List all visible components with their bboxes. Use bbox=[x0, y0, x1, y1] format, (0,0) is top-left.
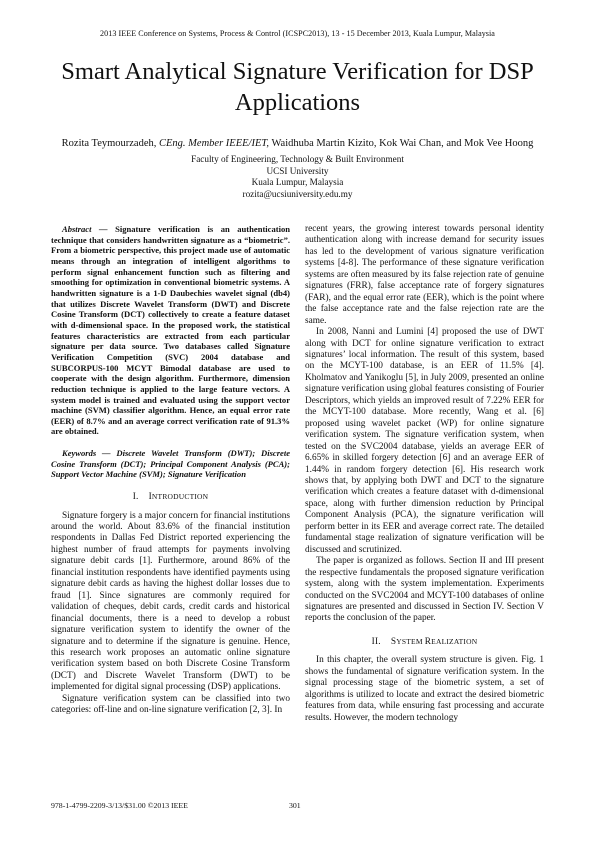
section-title-rest: YSTEM bbox=[396, 636, 425, 646]
title-line-2: Applications bbox=[234, 89, 361, 116]
conference-header: 2013 IEEE Conference on Systems, Process & Control (ICSPC2013), 13 - 15 December 2013, Kuala Lumpur, Malaysia bbox=[100, 29, 495, 38]
author-first: Rozita Teymourzadeh, bbox=[61, 138, 157, 149]
section-heading-system-realization bbox=[305, 636, 544, 648]
abstract-text: Signature verification is an authentication technique that considers handwritten signature as a “biometric”. From a biometric perspective, this project made use of automatic means through an integration of intelligent algorithms to perform signal enhancement function such as filtering and smoothing for optimization in conventional biometric systems. A handwritten signature is a 1-D Daubechies wavelet signal (db4) that utilizes Discrete Wavelet Transform (DWT) and Discrete Cosine Transform (DCT) collectively to create a feature dataset with d-dimensional space. In the proposed work, the statistical features characteristics are extracted from each particular signature per data source. Two databases called Signature Verification Competition (SVC) 2004 database and SUBCORPUS-100 MCYT Bimodal database are used to cooperate with the design algorithm. Furthermore, dimension reduction technique is applied to the large feature vectors. A system model is trained and evaluated using the support vector machine (SVM) classifier algorithm. Hence, an equal error rate (EER) of 8.7% and an average correct verification rate of 91.3% are obtained. bbox=[51, 224, 290, 437]
intro-paragraph-5: The paper is organized as follows. Section II and III present the respective fundamentals the proposed signature verification system, along with the system implementation. Experiments conducted on the SVC2004 and MCYT-100 databases of online signatures are presented and discussed in Section IV. Section V reports the conclusion of the paper. bbox=[305, 556, 544, 624]
footer-isbn: 978-1-4799-2209-3/13/$31.00 ©2013 IEEE bbox=[51, 801, 188, 810]
affiliation bbox=[0, 154, 595, 201]
page-number: 301 bbox=[289, 801, 301, 810]
section-title-rest-2: EALIZATION bbox=[431, 636, 478, 646]
affiliation-faculty: Faculty of Engineering, Technology & Built Environment bbox=[191, 154, 404, 164]
intro-paragraph-3: recent years, the growing interest towards personal identity authentication along with increase demand for security issues has led to the development of various signature verification systems [4-8]. The performance of these signature verification systems are often measured by its false rejection rate of genuine signatures (FRR), false acceptance rate of forgery signatures (FAR), and the equal error rate (EER), which is the point where the false acceptance rate and the false rejection rate are the same. bbox=[305, 224, 544, 326]
system-paragraph-1: In this chapter, the overall system structure is given. Fig. 1 shows the fundamental of signature verification system. In the signal processing stage of the biometric system, a set of algorithms is utilized to locate and extract the desired biometric features from data, while ensuring fast processing and accurate results. However, the modern technology bbox=[305, 655, 544, 723]
keywords-text: Discrete Wavelet Transform (DWT); Discrete Cosine Transform (DCT); Principal Component Analysis (PCA); Support Vector Machine (SVM); Signature Verification bbox=[51, 448, 290, 480]
author-list bbox=[20, 138, 575, 149]
author-rest: Waidhuba Martin Kizito, Kok Wai Chan, and Mok Vee Hoong bbox=[271, 138, 534, 149]
section-numeral: I. bbox=[132, 492, 139, 503]
intro-paragraph-1: Signature forgery is a major concern for financial institutions around the world. About 83.6% of the financial institution respondents in Dallas Fed District reported experiencing the highest number of fraud attempts for payments involving signature debit cards [1]. Furthermore, around 86% of the financial institution respondents have identified payments using signature debit cards as having the highest dollar losses due to fraud [1]. Since signatures are commonly required for validation of cheques, debit cards, credit cards and historical financial documents, there is a need to develop a robust signature verification system to identify the owner of the signature and to determine if the signature is genuine. Hence, this research work proposes an automatic online signature verification system based on both Discrete Cosine Transform (DCT) and Discrete Wavelet Transform (DWT) to be implemented for digital signal processing (DSP) applications. bbox=[51, 510, 290, 693]
section-initial: S bbox=[390, 636, 397, 647]
affiliation-city: Kuala Lumpur, Malaysia bbox=[251, 177, 344, 188]
left-column bbox=[51, 224, 290, 717]
section-numeral: II. bbox=[371, 636, 381, 647]
affiliation-email: rozita@ucsiuniversity.edu.my bbox=[242, 189, 353, 200]
abstract-label: Abstract — bbox=[62, 224, 108, 234]
intro-paragraph-2: Signature verification system can be classified into two categories: off-line and on-line signature verification [2, 3]. In bbox=[51, 693, 290, 716]
paper-title bbox=[30, 56, 565, 118]
section-initial-2: R bbox=[424, 636, 432, 647]
right-column bbox=[305, 224, 544, 724]
section-initial: I bbox=[148, 492, 152, 503]
abstract bbox=[51, 224, 290, 437]
title-line-1: Smart Analytical Signature Verification for DSP bbox=[61, 58, 534, 85]
author-role: CEng. Member IEEE/IET, bbox=[159, 138, 270, 149]
keywords bbox=[51, 448, 290, 480]
affiliation-university: UCSI University bbox=[266, 165, 329, 176]
section-heading-introduction bbox=[51, 491, 290, 503]
keywords-label: Keywords — bbox=[62, 448, 111, 459]
section-title-rest: NTRODUCTION bbox=[151, 492, 209, 502]
intro-paragraph-4: In 2008, Nanni and Lumini [4] proposed the use of DWT along with DCT for online signature verification to extract signatures’ local information. The result of this system, based on the MCYT-100 database, is an EER of 11.5% [4]. Kholmatov and Yanikoglu [5], in July 2009, presented an online signature verification using global features consisting of Fourier Descriptors, which yields an improved result of 7.22% EER for the MCYT-100 database. More recently, Wang et al. [6] proposed using wavelet packet (WP) for online signature verification system. The signature verification system, when tested on the SVC2004 database, yields an average EER of 6.65% in skilled forgery detection [6] and an average EER of 1.44% in random forgery detection [6]. His research work shows that, by applying both DWT and DCT to the signature verification which creates a feature dataset with d-dimensional space, along with further dimension reduction by Principal Component Analysis (PCA), the signature verification will perform better in its EER and average correct rate. The detailed fundamental stage realization of signature verification will be discussed and scrutinized. bbox=[305, 327, 544, 555]
